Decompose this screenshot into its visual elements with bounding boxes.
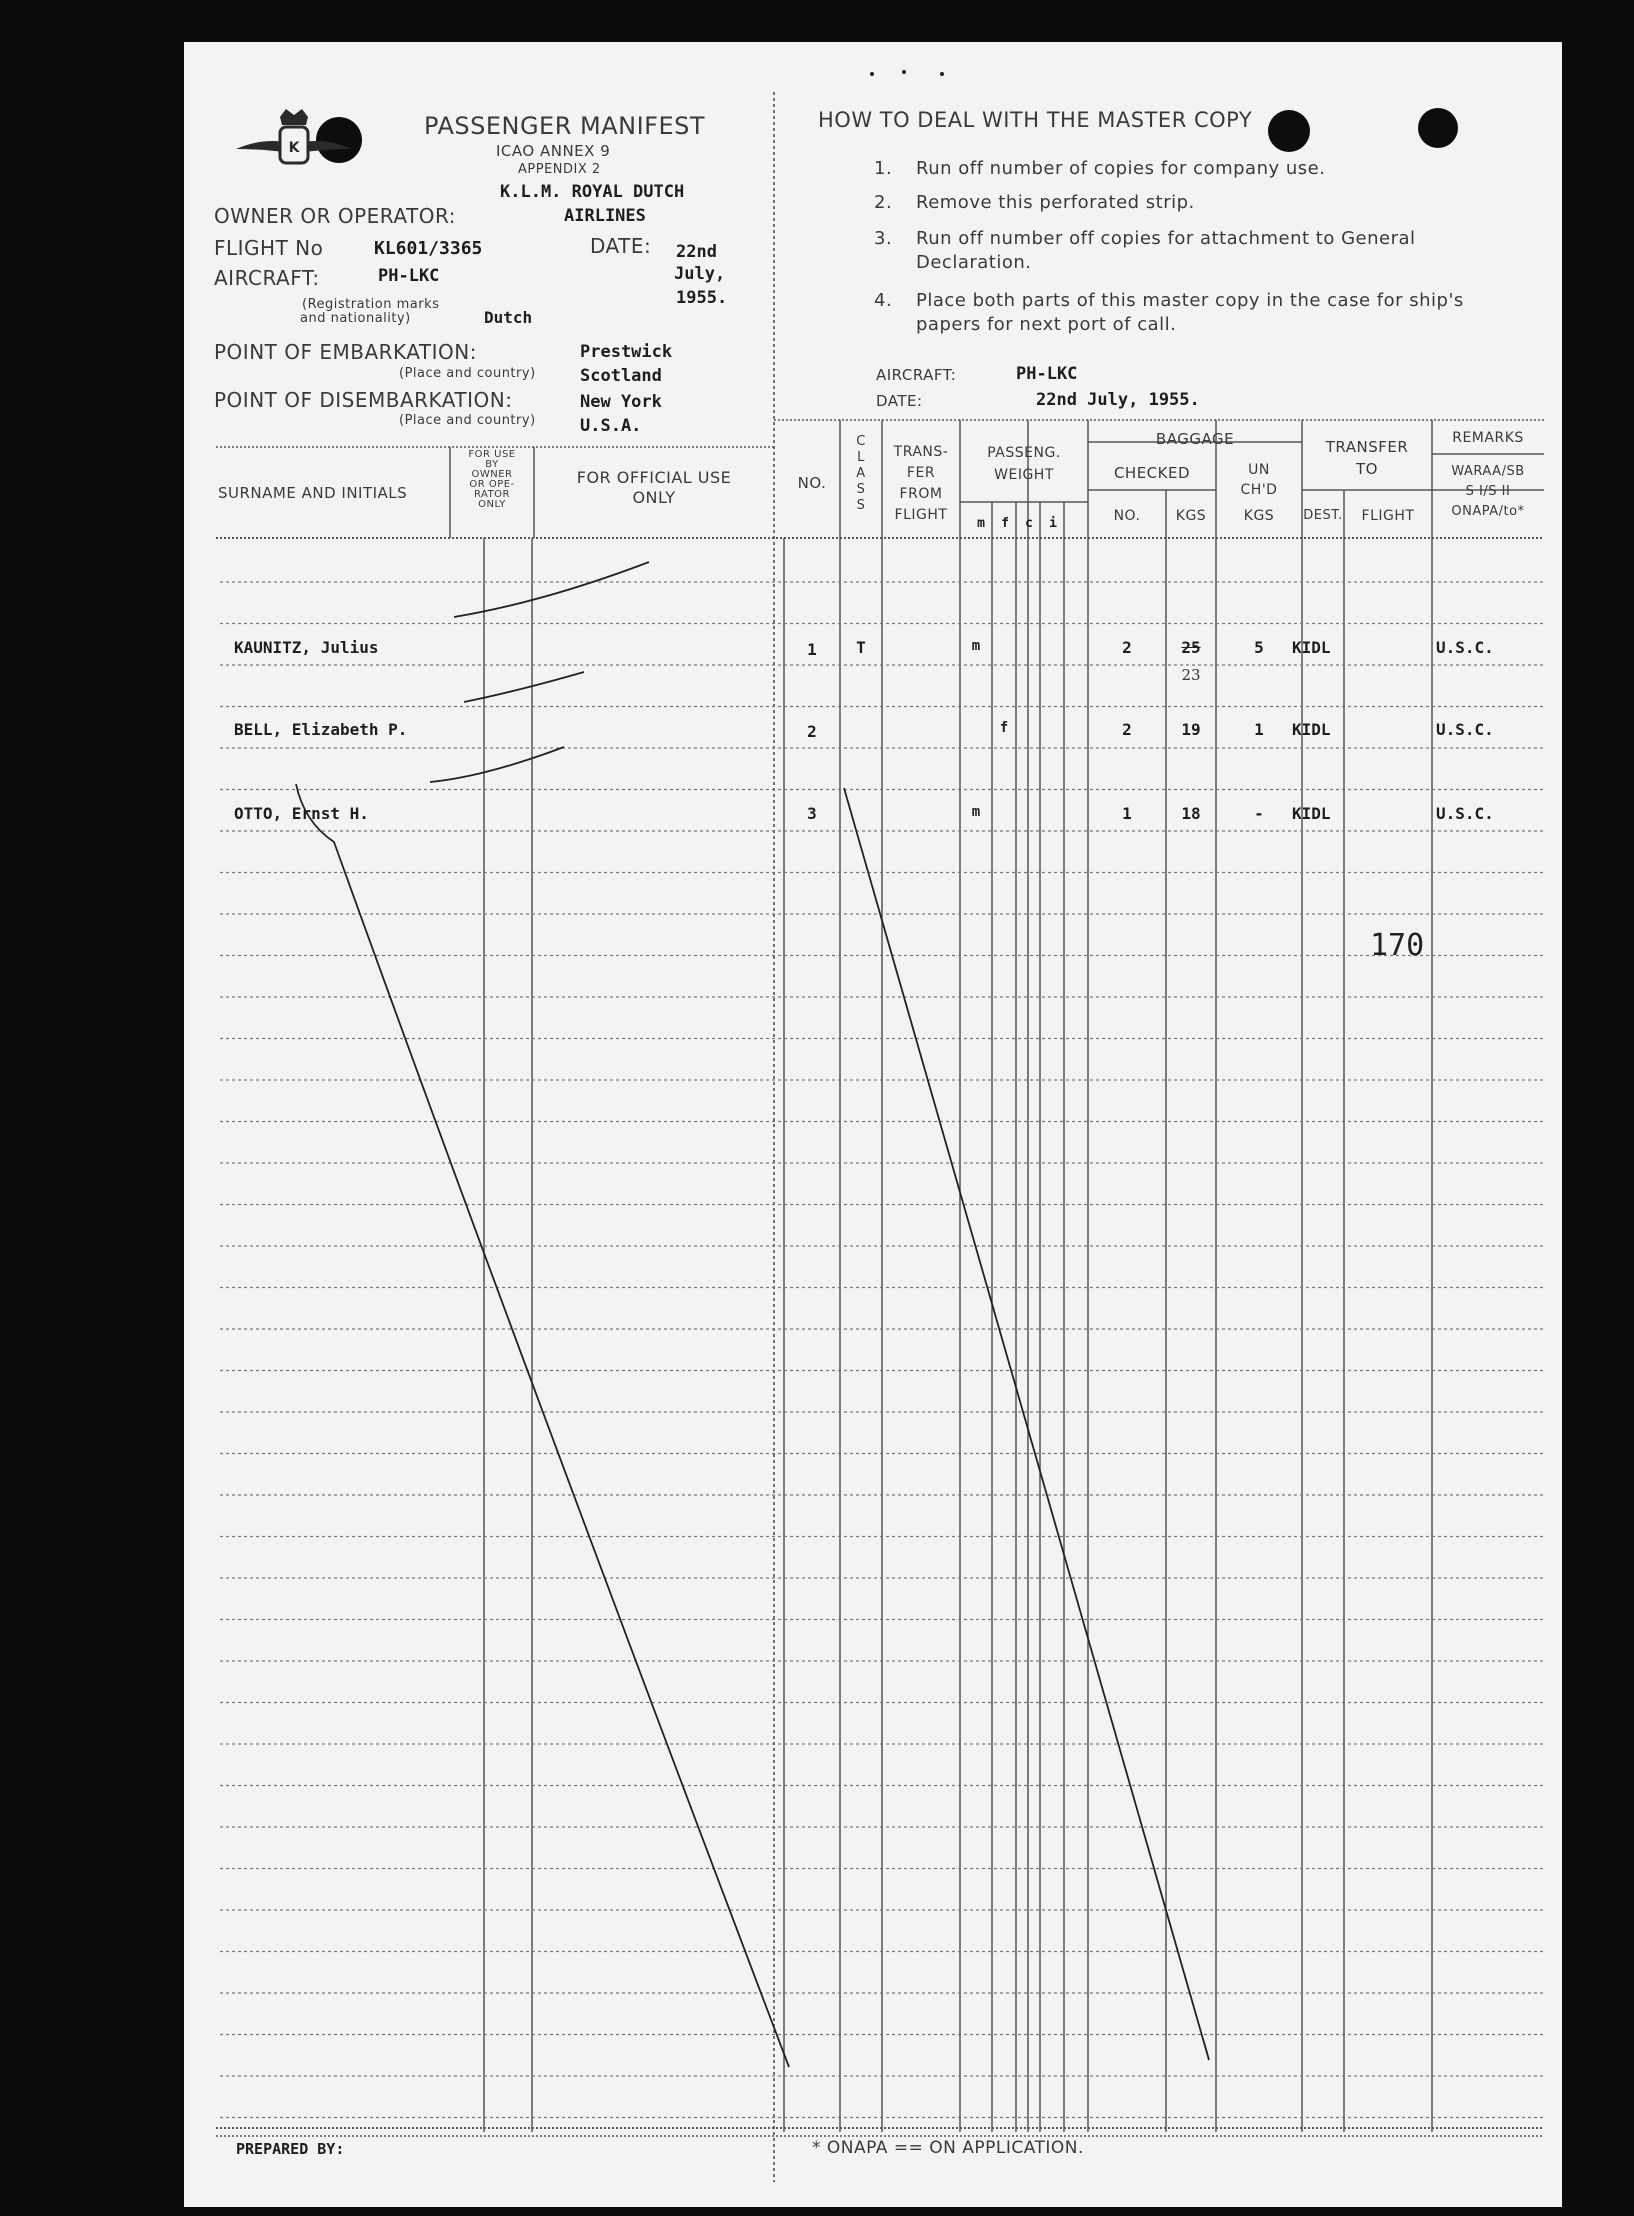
col-weight-i: i: [1049, 516, 1057, 531]
page-number: 170: [1370, 928, 1425, 963]
col-class-letter: S: [856, 482, 866, 497]
col-class-letter: L: [857, 450, 865, 465]
pen-strokes: [296, 562, 1209, 2067]
col-remarks-line: S I/S II: [1465, 484, 1511, 499]
col-official-line: ONLY: [632, 488, 676, 507]
instructions-date-value: 22nd July, 1955.: [1036, 390, 1200, 410]
passenger-no: 2: [807, 722, 817, 741]
instruction-text: Remove this perforated strip.: [916, 192, 1195, 213]
manifest-title: PASSENGER MANIFEST: [424, 112, 706, 140]
appendix-label: APPENDIX 2: [518, 162, 601, 177]
flight-label: FLIGHT No: [214, 236, 324, 260]
col-weight-m: m: [977, 516, 985, 531]
col-baggage: BAGGAGE: [1155, 430, 1235, 448]
passenger-class: T: [856, 638, 866, 657]
table-grid: [184, 42, 1562, 2207]
bag-kgs: 25: [1181, 638, 1201, 657]
instruction-text: Run off number of copies for company use.: [916, 158, 1326, 179]
col-owner-use-line: BY: [485, 459, 499, 470]
bag-no: 2: [1122, 638, 1132, 657]
date-value-1: 22nd: [676, 242, 717, 262]
instruction-text: Run off number off copies for attachment to General: [916, 228, 1416, 249]
col-owner-use-line: OR OPE-: [469, 479, 515, 490]
table-row: [184, 804, 1562, 834]
instructions-aircraft-value: PH-LKC: [1016, 364, 1078, 384]
col-unchd-line: UN: [1248, 462, 1270, 478]
col-class-letter: C: [856, 434, 866, 449]
instruction-num: 3.: [874, 228, 893, 249]
col-transfer-from-line: FROM: [899, 486, 943, 502]
col-owner-use-line: OWNER: [471, 469, 513, 480]
col-flight: FLIGHT: [1361, 508, 1415, 524]
passenger-name: KAUNITZ, Julius: [234, 638, 379, 657]
bag-kgs: 18: [1181, 804, 1201, 823]
bag-no: 1: [1122, 804, 1132, 823]
owner-value-2: AIRLINES: [564, 206, 646, 226]
disembark-value-2: U.S.A.: [580, 416, 642, 436]
prepared-by-label: PREPARED BY:: [236, 2140, 345, 2158]
date-value-3: 1955.: [676, 288, 728, 308]
col-unchd: [1216, 460, 1302, 500]
col-owner-use: [450, 450, 534, 510]
flight-value: KL601/3365: [374, 238, 483, 259]
col-owner-use-line: ONLY: [478, 499, 506, 510]
instruction-num: 1.: [874, 158, 893, 179]
embark-value-2: Scotland: [580, 366, 662, 386]
instruction-num: 4.: [874, 290, 893, 311]
aircraft-label: AIRCRAFT:: [214, 266, 320, 290]
instructions-aircraft-label: AIRCRAFT:: [876, 366, 957, 384]
transfer-dest: KIDL: [1292, 804, 1331, 823]
disembark-label: POINT OF DISEMBARKATION:: [214, 388, 513, 412]
transfer-dest: KIDL: [1292, 638, 1331, 657]
col-transfer-from-line: FLIGHT: [894, 507, 948, 523]
col-weight-line: PASSENG.: [987, 445, 1061, 461]
owner-label: OWNER OR OPERATOR:: [214, 204, 456, 228]
transfer-dest: KIDL: [1292, 720, 1331, 739]
annex-label: ICAO ANNEX 9: [496, 142, 611, 160]
passenger-name: OTTO, Ernst H.: [234, 804, 369, 823]
table-row: [184, 720, 1562, 750]
disembark-value-1: New York: [580, 392, 662, 412]
col-official-use: [534, 468, 774, 508]
table-row: [184, 638, 1562, 684]
col-passeng-weight: [960, 442, 1088, 486]
instruction-num: 2.: [874, 192, 893, 213]
col-transfer-to: [1302, 436, 1432, 480]
passenger-name: BELL, Elizabeth P.: [234, 720, 408, 739]
col-transfer-from-line: FER: [906, 465, 936, 481]
unchd-kgs: 5: [1254, 638, 1264, 657]
col-remarks-line: ONAPA/to*: [1451, 504, 1525, 519]
col-weight-line: WEIGHT: [994, 467, 1054, 483]
col-no: NO.: [797, 474, 827, 492]
footer-note: * ONAPA == ON APPLICATION.: [812, 2138, 1084, 2158]
col-checked: CHECKED: [1113, 464, 1191, 482]
passenger-weight: m: [971, 804, 981, 820]
col-transfer-to-line: TO: [1356, 460, 1378, 478]
manifest-sheet: [184, 42, 1562, 2207]
disembark-note: (Place and country): [399, 413, 536, 428]
col-class-letter: A: [856, 466, 866, 481]
aircraft-value: PH-LKC: [378, 266, 440, 286]
col-official-line: FOR OFFICIAL USE: [576, 468, 732, 487]
bag-no: 2: [1122, 720, 1132, 739]
col-dest: DEST.: [1303, 508, 1343, 523]
passenger-no: 1: [807, 640, 817, 659]
passenger-weight: f: [999, 720, 1009, 736]
col-remarks-line: WARAA/SB: [1451, 464, 1525, 479]
unchd-kgs: -: [1254, 804, 1264, 823]
bag-kgs: 19: [1181, 720, 1201, 739]
remarks-value: U.S.C.: [1436, 638, 1494, 657]
col-surname: SURNAME AND INITIALS: [218, 484, 408, 502]
col-remarks: REMARKS: [1452, 430, 1524, 446]
bag-kgs-correction: 23: [1181, 666, 1201, 684]
embark-label: POINT OF EMBARKATION:: [214, 340, 477, 364]
instruction-text: Declaration.: [916, 252, 1032, 273]
col-owner-use-line: FOR USE: [468, 449, 516, 460]
date-label: DATE:: [590, 234, 652, 258]
embark-note: (Place and country): [399, 366, 536, 381]
remarks-value: U.S.C.: [1436, 804, 1494, 823]
col-transfer-to-line: TRANSFER: [1325, 438, 1409, 456]
remarks-value: U.S.C.: [1436, 720, 1494, 739]
col-class: [840, 434, 882, 514]
nationality-value: Dutch: [484, 308, 533, 327]
col-owner-use-line: RATOR: [473, 489, 511, 500]
embark-value-1: Prestwick: [580, 342, 673, 362]
col-bag-no: NO.: [1113, 508, 1141, 524]
col-class-letter: S: [856, 498, 866, 513]
col-transfer-from-line: TRANS-: [893, 444, 949, 460]
svg-text:K: K: [288, 140, 300, 156]
instructions-date-label: DATE:: [876, 392, 923, 410]
col-kgs: KGS: [1175, 508, 1207, 524]
col-transfer-from: [882, 442, 960, 526]
unchd-kgs: 1: [1254, 720, 1264, 739]
col-remarks-sub: [1432, 462, 1544, 522]
owner-value: K.L.M. ROYAL DUTCH: [500, 182, 685, 202]
registration-note: (Registration marks: [302, 297, 440, 312]
registration-note-2: and nationality): [300, 311, 411, 326]
col-weight-f: f: [1001, 516, 1009, 531]
passenger-no: 3: [807, 804, 817, 823]
instruction-text: Place both parts of this master copy in the case for ship's: [916, 290, 1464, 311]
col-weight-c: c: [1025, 516, 1033, 531]
passenger-weight: m: [971, 638, 981, 654]
date-value-2: July,: [674, 264, 726, 284]
col-unchd-line: CH'D: [1240, 482, 1278, 498]
instruction-text: papers for next port of call.: [916, 314, 1177, 335]
col-unchd-kgs: KGS: [1243, 508, 1275, 524]
instructions-title: HOW TO DEAL WITH THE MASTER COPY: [818, 108, 1253, 132]
